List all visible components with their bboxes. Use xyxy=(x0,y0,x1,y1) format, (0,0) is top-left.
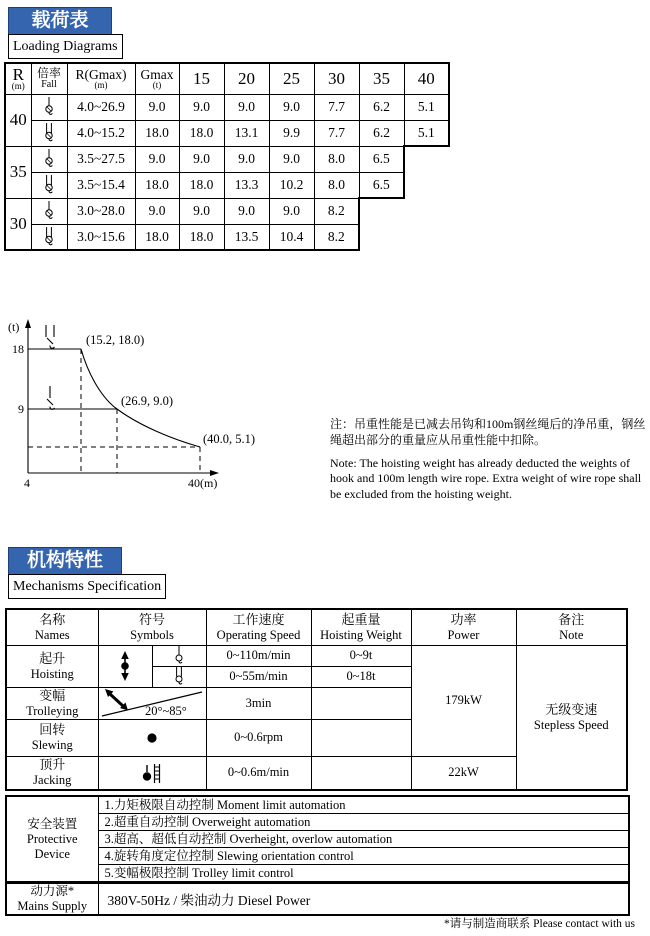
empty-cell xyxy=(404,172,449,198)
loading-section-title-en: Loading Diagrams xyxy=(8,34,123,59)
gmax-cell: 9.0 xyxy=(135,198,179,224)
up-down-arrow-icon xyxy=(118,651,132,681)
load-cell: 5.1 xyxy=(404,120,449,146)
weight-cell xyxy=(311,756,411,790)
load-cell: 9.0 xyxy=(269,146,314,172)
load-cell: 7.7 xyxy=(314,120,359,146)
table-row xyxy=(6,865,629,883)
load-cell: 9.9 xyxy=(269,120,314,146)
mechanisms-header-row xyxy=(6,609,627,645)
range-cell: 3.5~27.5 xyxy=(67,146,135,172)
speed-cell: 0~0.6m/min xyxy=(206,756,311,790)
range-cell: 3.0~15.6 xyxy=(67,224,135,250)
weight-cell: 0~18t xyxy=(311,666,411,687)
load-cell: 9.0 xyxy=(179,198,224,224)
load-cell: 6.5 xyxy=(359,172,404,198)
fall-cell xyxy=(31,146,67,172)
x-tick-40: 40(m) xyxy=(188,476,218,490)
symbol-cell xyxy=(152,666,206,687)
gmax-cell: 18.0 xyxy=(135,224,179,250)
mains-supply-table xyxy=(5,882,630,916)
col-header-30: 30 xyxy=(314,63,359,94)
col-header-symbols: 符号 Symbols xyxy=(98,609,206,645)
table-row xyxy=(5,198,449,224)
table-row xyxy=(6,883,629,915)
protective-item: 2.超重自动控制 Overweight automation xyxy=(98,814,629,831)
symbol-cell xyxy=(98,687,206,719)
protective-device-table xyxy=(5,795,630,883)
x-tick-4: 4 xyxy=(24,476,30,490)
load-cell: 13.1 xyxy=(224,120,269,146)
load-cell: 9.0 xyxy=(269,198,314,224)
double-fall-icon xyxy=(42,174,56,196)
single-fall-icon xyxy=(172,646,186,666)
protective-device-label: 安全装置 Protective Device xyxy=(6,796,98,882)
double-fall-icon xyxy=(42,226,56,248)
double-fall-hook-icon xyxy=(46,325,55,348)
weight-cell xyxy=(311,719,411,756)
load-cell: 9.0 xyxy=(224,94,269,120)
table-row xyxy=(6,814,629,831)
fall-cell xyxy=(31,120,67,146)
contact-manufacturer-note: *请与制造商联系 Please contact with us xyxy=(443,918,635,930)
hoisting-row-1 xyxy=(6,645,627,666)
note-cell: 无级变速 Stepless Speed xyxy=(516,645,627,790)
mains-supply-label: 动力源* Mains Supply xyxy=(6,883,98,915)
range-cell: 3.0~28.0 xyxy=(67,198,135,224)
load-cell: 9.0 xyxy=(179,94,224,120)
double-fall-icon xyxy=(42,122,56,144)
load-cell: 6.2 xyxy=(359,94,404,120)
col-header-25: 25 xyxy=(269,63,314,94)
mechanisms-table xyxy=(5,608,628,791)
mechanism-name-trolleying: 变幅 Trolleying xyxy=(6,687,98,719)
col-header-gmax: Gmax (t) xyxy=(135,63,179,94)
col-header-speed: 工作速度 Operating Speed xyxy=(206,609,311,645)
speed-cell: 0~110m/min xyxy=(206,645,311,666)
load-cell: 18.0 xyxy=(179,120,224,146)
load-cell: 8.2 xyxy=(314,224,359,250)
note-chinese: 注：吊重性能是已减去吊钩和100m钢丝绳后的净吊重，钢丝绳超出部分的重量应从吊重性能中扣除。 xyxy=(330,417,646,447)
load-cell: 10.4 xyxy=(269,224,314,250)
load-curve-chart xyxy=(4,316,344,516)
table-row xyxy=(5,172,449,198)
fall-cell xyxy=(31,198,67,224)
single-fall-icon xyxy=(42,96,56,118)
table-row xyxy=(5,224,449,250)
load-cell: 13.5 xyxy=(224,224,269,250)
jack-and-ladder-icon xyxy=(141,762,163,784)
table-row xyxy=(6,796,629,814)
col-header-weight: 起重量 Hoisting Weight xyxy=(311,609,411,645)
load-cell: 8.0 xyxy=(314,146,359,172)
range-cell: 4.0~26.9 xyxy=(67,94,135,120)
speed-cell: 3min xyxy=(206,687,311,719)
col-header-names: 名称 Names xyxy=(6,609,98,645)
protective-item: 3.超高、超低自动控制 Overheight, overlow automation xyxy=(98,831,629,848)
point-label-2: (26.9, 9.0) xyxy=(121,394,174,408)
load-cell: 5.1 xyxy=(404,94,449,120)
rotation-dot-icon xyxy=(146,732,158,744)
protective-item: 5.变幅极限控制 Trolley limit control xyxy=(98,865,629,883)
gmax-cell: 18.0 xyxy=(135,172,179,198)
load-cell: 18.0 xyxy=(179,172,224,198)
mechanisms-section-title-cn: 机构特性 xyxy=(8,547,122,575)
load-cell: 13.3 xyxy=(224,172,269,198)
fall-cell xyxy=(31,172,67,198)
jib-angle-range: 20°~85° xyxy=(145,704,187,718)
mains-supply-value: 380V-50Hz / 柴油动力 Diesel Power xyxy=(98,883,629,915)
single-fall-icon xyxy=(42,148,56,170)
table-row xyxy=(5,94,449,120)
speed-cell: 0~55m/min xyxy=(206,666,311,687)
load-cell: 6.2 xyxy=(359,120,404,146)
protective-item: 4.旋转角度定位控制 Slewing orientation control xyxy=(98,848,629,865)
radius-group-40: 40 xyxy=(5,94,31,146)
weight-cell: 0~9t xyxy=(311,645,411,666)
loading-section-title-cn: 载荷表 xyxy=(8,7,112,35)
empty-cell xyxy=(404,224,449,250)
mechanism-name-hoisting: 起升 Hoisting xyxy=(6,645,98,687)
radius-group-30: 30 xyxy=(5,198,31,250)
power-cell-main: 179kW xyxy=(411,645,516,756)
single-fall-icon xyxy=(42,200,56,222)
load-cell: 9.0 xyxy=(179,146,224,172)
load-cell: 18.0 xyxy=(179,224,224,250)
load-cell: 8.0 xyxy=(314,172,359,198)
radius-group-35: 35 xyxy=(5,146,31,198)
double-fall-icon xyxy=(172,667,186,687)
single-fall-hook-icon xyxy=(46,386,55,409)
col-header-radius: R (m) xyxy=(5,63,31,94)
load-cell: 9.0 xyxy=(269,94,314,120)
mechanisms-section-title-en: Mechanisms Specification xyxy=(8,574,166,599)
empty-cell xyxy=(404,146,449,172)
note-english: Note: The hoisting weight has already deducted the weights of hook and 100m length wire rope. Extra weight of wire rope shall be excluded from the hoisting weight. xyxy=(330,455,642,502)
symbol-cell xyxy=(152,645,206,666)
load-cell: 8.2 xyxy=(314,198,359,224)
col-header-20: 20 xyxy=(224,63,269,94)
gmax-cell: 9.0 xyxy=(135,146,179,172)
empty-cell xyxy=(359,198,404,224)
y-axis-unit: (t) xyxy=(8,320,20,334)
fall-cell xyxy=(31,224,67,250)
y-tick-9: 9 xyxy=(18,402,24,416)
col-header-15: 15 xyxy=(179,63,224,94)
weight-cell xyxy=(311,687,411,719)
col-header-rgmax: R(Gmax) (m) xyxy=(67,63,135,94)
col-header-fall: 倍率 Fall xyxy=(31,63,67,94)
load-cell: 7.7 xyxy=(314,94,359,120)
loading-table-header-row xyxy=(5,63,449,94)
speed-cell: 0~0.6rpm xyxy=(206,719,311,756)
range-cell: 3.5~15.4 xyxy=(67,172,135,198)
table-row xyxy=(6,848,629,865)
col-header-power: 功率 Power xyxy=(411,609,516,645)
load-cell: 6.5 xyxy=(359,146,404,172)
point-label-3: (40.0, 5.1) xyxy=(203,432,256,446)
mechanism-name-jacking: 顶升 Jacking xyxy=(6,756,98,790)
table-row xyxy=(5,146,449,172)
symbol-cell xyxy=(98,645,152,687)
load-cell: 9.0 xyxy=(224,146,269,172)
col-header-35: 35 xyxy=(359,63,404,94)
jib-angle-arrow-icon xyxy=(99,688,205,718)
load-cell: 10.2 xyxy=(269,172,314,198)
symbol-cell xyxy=(98,756,206,790)
power-cell-jacking: 22kW xyxy=(411,756,516,790)
load-cell: 9.0 xyxy=(224,198,269,224)
table-row xyxy=(5,120,449,146)
empty-cell xyxy=(359,224,404,250)
table-row xyxy=(6,831,629,848)
col-header-40: 40 xyxy=(404,63,449,94)
range-cell: 4.0~15.2 xyxy=(67,120,135,146)
protective-item: 1.力矩极限自动控制 Moment limit automation xyxy=(98,796,629,814)
loading-table xyxy=(4,62,450,251)
y-axis-arrow-icon xyxy=(25,319,31,328)
fall-cell xyxy=(31,94,67,120)
empty-cell xyxy=(404,198,449,224)
symbol-cell xyxy=(98,719,206,756)
gmax-cell: 9.0 xyxy=(135,94,179,120)
y-tick-18: 18 xyxy=(12,342,24,356)
point-label-1: (15.2, 18.0) xyxy=(86,333,145,347)
col-header-note: 备注 Note xyxy=(516,609,627,645)
gmax-cell: 18.0 xyxy=(135,120,179,146)
hoisting-weight-note xyxy=(330,417,646,510)
mechanism-name-slewing: 回转 Slewing xyxy=(6,719,98,756)
